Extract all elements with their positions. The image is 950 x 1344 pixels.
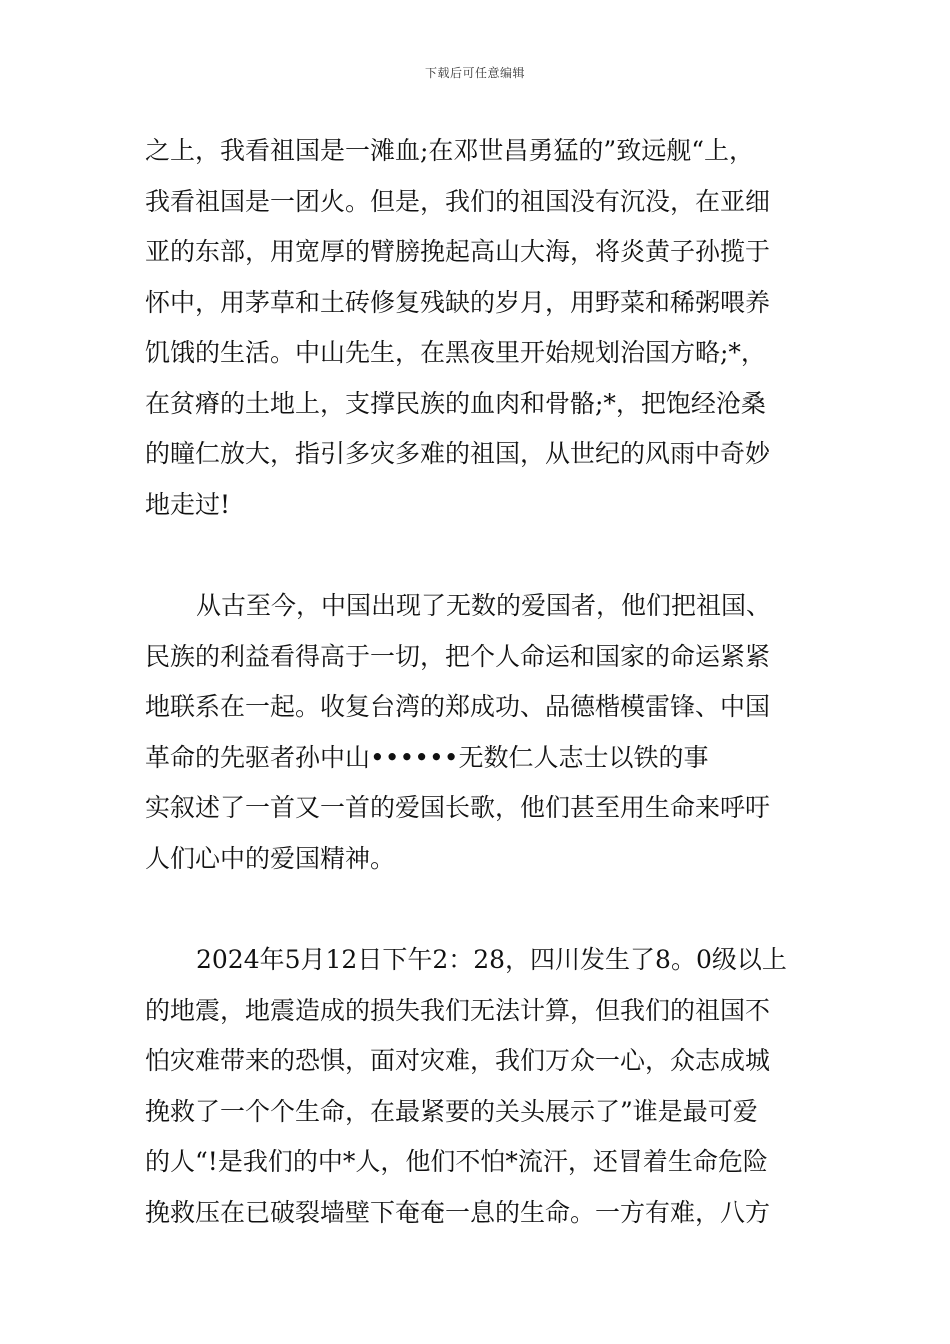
paragraph-1 [145,126,807,530]
text-line: 怀中，用茅草和土砖修复残缺的岁月，用野菜和稀粥喂养 [145,287,771,317]
document-body [145,126,807,1238]
text-line: 饥饿的生活。中山先生，在黑夜里开始规划治国方略;*， [145,338,766,367]
text-line: 的地震，地震造成的损失我们无法计算，但我们的祖国不 [145,995,771,1025]
text-line: 革命的先驱者孙中山••••••无数仁人志士以铁的事 [145,742,709,772]
text-line: 我看祖国是一团火。但是，我们的祖国没有沉没，在亚细 [145,186,771,216]
text-line: 地走过! [145,489,231,519]
text-line: 人们心中的爱国精神。 [145,843,396,873]
text-line: 怕灾难带来的恐惧，面对灾难，我们万众一心，众志成城 [145,1046,771,1075]
text-line: 地联系在一起。收复台湾的郑成功、品德楷模雷锋、中国 [145,692,771,721]
paragraph-gap [145,884,807,935]
text-line: 挽救了一个个生命，在最紧要的关头展示了”谁是最可爱 [145,1096,758,1126]
text-line: 挽救压在已破裂墙壁下奄奄一息的生命。一方有难，八方 [145,1197,771,1227]
paragraph-2 [145,581,807,884]
text-line: 从古至今，中国出现了无数的爱国者，他们把祖国、 [196,591,772,620]
text-line: 2024年5月12日下午2：28，四川发生了8。0级以上 [196,945,787,974]
text-line: 亚的东部，用宽厚的臂膀挽起高山大海，将炎黄子孙揽于 [145,237,771,266]
text-line: 民族的利益看得高于一切，把个人命运和国家的命运紧紧 [145,641,771,671]
text-line: 的瞳仁放大，指引多灾多难的祖国，从世纪的风雨中奇妙 [145,439,771,468]
paragraph-3 [145,935,807,1238]
page-header-note: 下载后可任意编辑 [424,66,525,80]
paragraph-gap [145,530,807,581]
text-line: 之上，我看祖国是一滩血;在邓世昌勇猛的”致远舰“上， [145,136,754,165]
text-line: 的人“!是我们的中*人，他们不怕*流汗，还冒着生命危险 [145,1147,768,1176]
text-line: 在贫瘠的土地上，支撑民族的血肉和骨骼;*，把饱经沧桑 [145,388,766,418]
text-line: 实叙述了一首又一首的爱国长歌，他们甚至用生命来呼吁 [145,793,771,822]
